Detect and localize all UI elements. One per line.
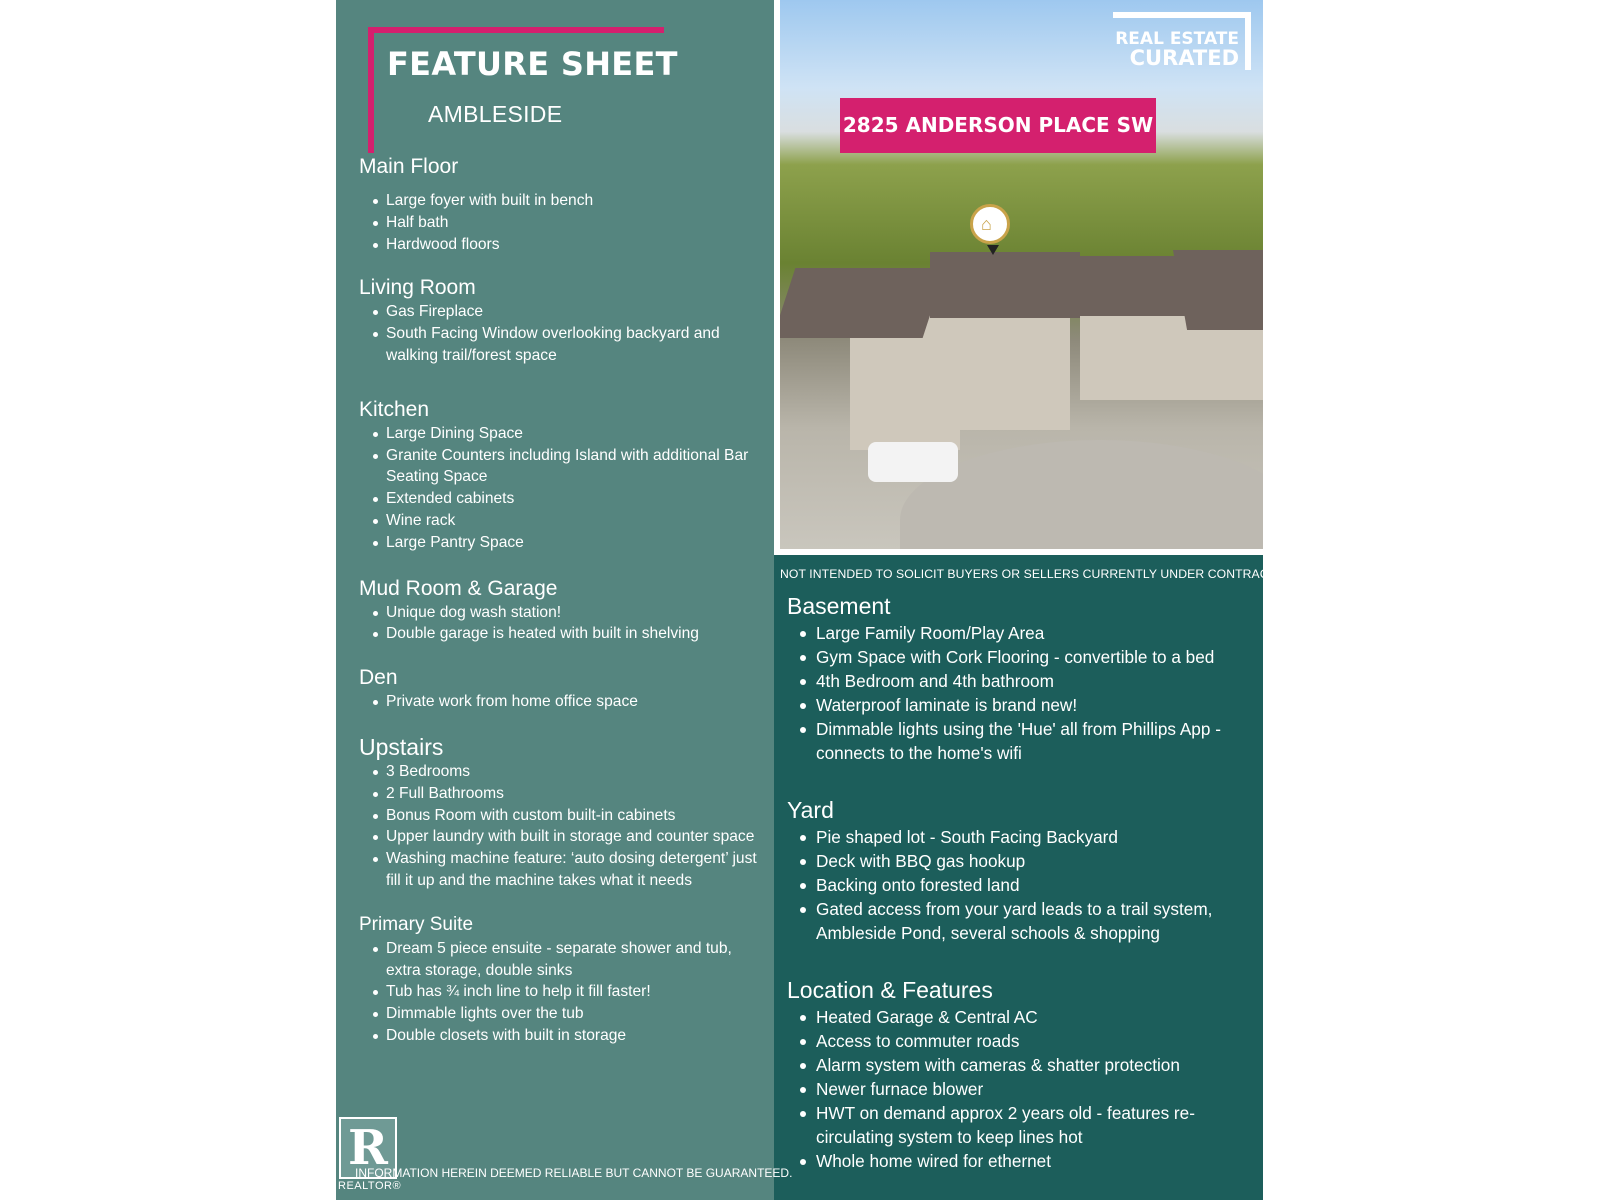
list-item: Large Family Room/Play Area <box>816 621 1257 645</box>
truck <box>868 442 958 482</box>
brand-logo <box>1113 12 1251 70</box>
realtor-logo-icon: R <box>339 1117 397 1179</box>
section-upstairs <box>359 733 769 892</box>
list-item: 4th Bedroom and 4th bathroom <box>816 669 1257 693</box>
section-main-floor <box>359 154 769 255</box>
list-item: Washing machine feature: ‘auto dosing detergent’ just fill it up and the machine takes what it needs <box>386 848 769 892</box>
address-banner: 2825 ANDERSON PLACE SW <box>840 98 1156 153</box>
list-item: Half bath <box>386 212 769 234</box>
list-item: Backing onto forested land <box>816 873 1257 897</box>
item-list <box>359 691 769 713</box>
list-item: Heated Garage & Central AC <box>816 1005 1257 1029</box>
section-den <box>359 665 769 713</box>
item-list <box>359 423 769 554</box>
section-mud-room-garage <box>359 576 769 646</box>
list-item: Pie shaped lot - South Facing Backyard <box>816 825 1257 849</box>
item-list <box>359 761 769 892</box>
section-heading: Living Room <box>359 276 476 300</box>
list-item: 2 Full Bathrooms <box>386 783 769 805</box>
list-item: Large Dining Space <box>386 423 769 445</box>
section-heading: Mud Room & Garage <box>359 576 558 600</box>
list-item: Large Pantry Space <box>386 532 769 554</box>
list-item: Alarm system with cameras & shatter protection <box>816 1053 1257 1077</box>
section-living-room <box>359 275 769 366</box>
list-item: Gated access from your yard leads to a trail system, Ambleside Pond, several schools & shopping <box>816 897 1257 945</box>
brand-line-2: CURATED <box>1129 46 1239 70</box>
item-list <box>359 938 769 1047</box>
list-item: HWT on demand approx 2 years old - features re-circulating system to keep lines hot <box>816 1101 1257 1149</box>
list-item: Bonus Room with custom built-in cabinets <box>386 805 769 827</box>
list-item: Wine rack <box>386 510 769 532</box>
section-heading: Kitchen <box>359 397 430 421</box>
item-list <box>787 825 1257 945</box>
list-item: Newer furnace blower <box>816 1077 1257 1101</box>
brand-line-1: REAL ESTATE <box>1115 29 1239 49</box>
location-pin-icon <box>970 204 1010 244</box>
section-heading: Basement <box>787 593 891 619</box>
section-primary-suite <box>359 912 769 1047</box>
section-kitchen <box>359 397 769 554</box>
left-feature-list <box>359 154 769 1047</box>
contract-disclaimer: NOT INTENDED TO SOLICIT BUYERS OR SELLERS CURRENTLY UNDER CONTRACT <box>780 567 1277 581</box>
list-item: Deck with BBQ gas hookup <box>816 849 1257 873</box>
section-location-features <box>787 975 1257 1173</box>
list-item: Unique dog wash station! <box>386 602 769 624</box>
realtor-wordmark: REALTOR® <box>338 1180 402 1192</box>
list-item: Dimmable lights using the 'Hue' all from Phillips App - connects to the home's wifi <box>816 717 1257 765</box>
list-item: Dimmable lights over the tub <box>386 1003 769 1025</box>
list-item: Private work from home office space <box>386 691 769 713</box>
item-list <box>359 301 769 366</box>
list-item: Waterproof laminate is brand new! <box>816 693 1257 717</box>
item-list <box>787 1005 1257 1173</box>
right-panel <box>774 555 1277 1200</box>
section-heading: Yard <box>787 797 834 823</box>
list-item: 3 Bedrooms <box>386 761 769 783</box>
section-heading: Main Floor <box>359 155 459 178</box>
section-heading: Location & Features <box>787 977 993 1003</box>
list-item: Extended cabinets <box>386 488 769 510</box>
list-item: South Facing Window overlooking backyard and walking trail/forest space <box>386 323 769 367</box>
neighbourhood-label: AMBLESIDE <box>428 101 563 127</box>
section-yard <box>787 795 1257 945</box>
section-basement <box>787 591 1257 765</box>
item-list <box>787 621 1257 765</box>
list-item: Whole home wired for ethernet <box>816 1149 1257 1173</box>
section-heading: Den <box>359 666 398 690</box>
list-item: Double garage is heated with built in shelving <box>386 623 769 645</box>
list-item: Upper laundry with built in storage and counter space <box>386 826 769 848</box>
list-item: Hardwood floors <box>386 234 769 256</box>
page-title: FEATURE SHEET <box>387 45 678 83</box>
house-icon: ⌂ <box>981 214 992 234</box>
reliability-disclaimer: INFORMATION HEREIN DEEMED RELIABLE BUT CANNOT BE GUARANTEED. <box>355 1166 793 1180</box>
house-main <box>940 300 1070 430</box>
left-panel <box>336 0 774 1200</box>
item-list <box>359 190 769 255</box>
list-item: Large foyer with built in bench <box>386 190 769 212</box>
list-item: Double closets with built in storage <box>386 1025 769 1047</box>
item-list <box>359 602 769 646</box>
list-item: Dream 5 piece ensuite - separate shower and tub, extra storage, double sinks <box>386 938 769 982</box>
list-item: Tub has ¾ inch line to help it fill faster! <box>386 981 769 1003</box>
house-far-right <box>1180 320 1263 400</box>
roof-far-right <box>1173 250 1263 330</box>
right-feature-list <box>787 591 1257 1173</box>
list-item: Gas Fireplace <box>386 301 769 323</box>
property-aerial-photo <box>780 0 1263 549</box>
list-item: Access to commuter roads <box>816 1029 1257 1053</box>
list-item: Granite Counters including Island with additional Bar Seating Space <box>386 445 769 489</box>
roof-left <box>780 268 945 338</box>
section-heading: Primary Suite <box>359 913 474 935</box>
section-heading: Upstairs <box>359 733 444 760</box>
list-item: Gym Space with Cork Flooring - convertible to a bed <box>816 645 1257 669</box>
